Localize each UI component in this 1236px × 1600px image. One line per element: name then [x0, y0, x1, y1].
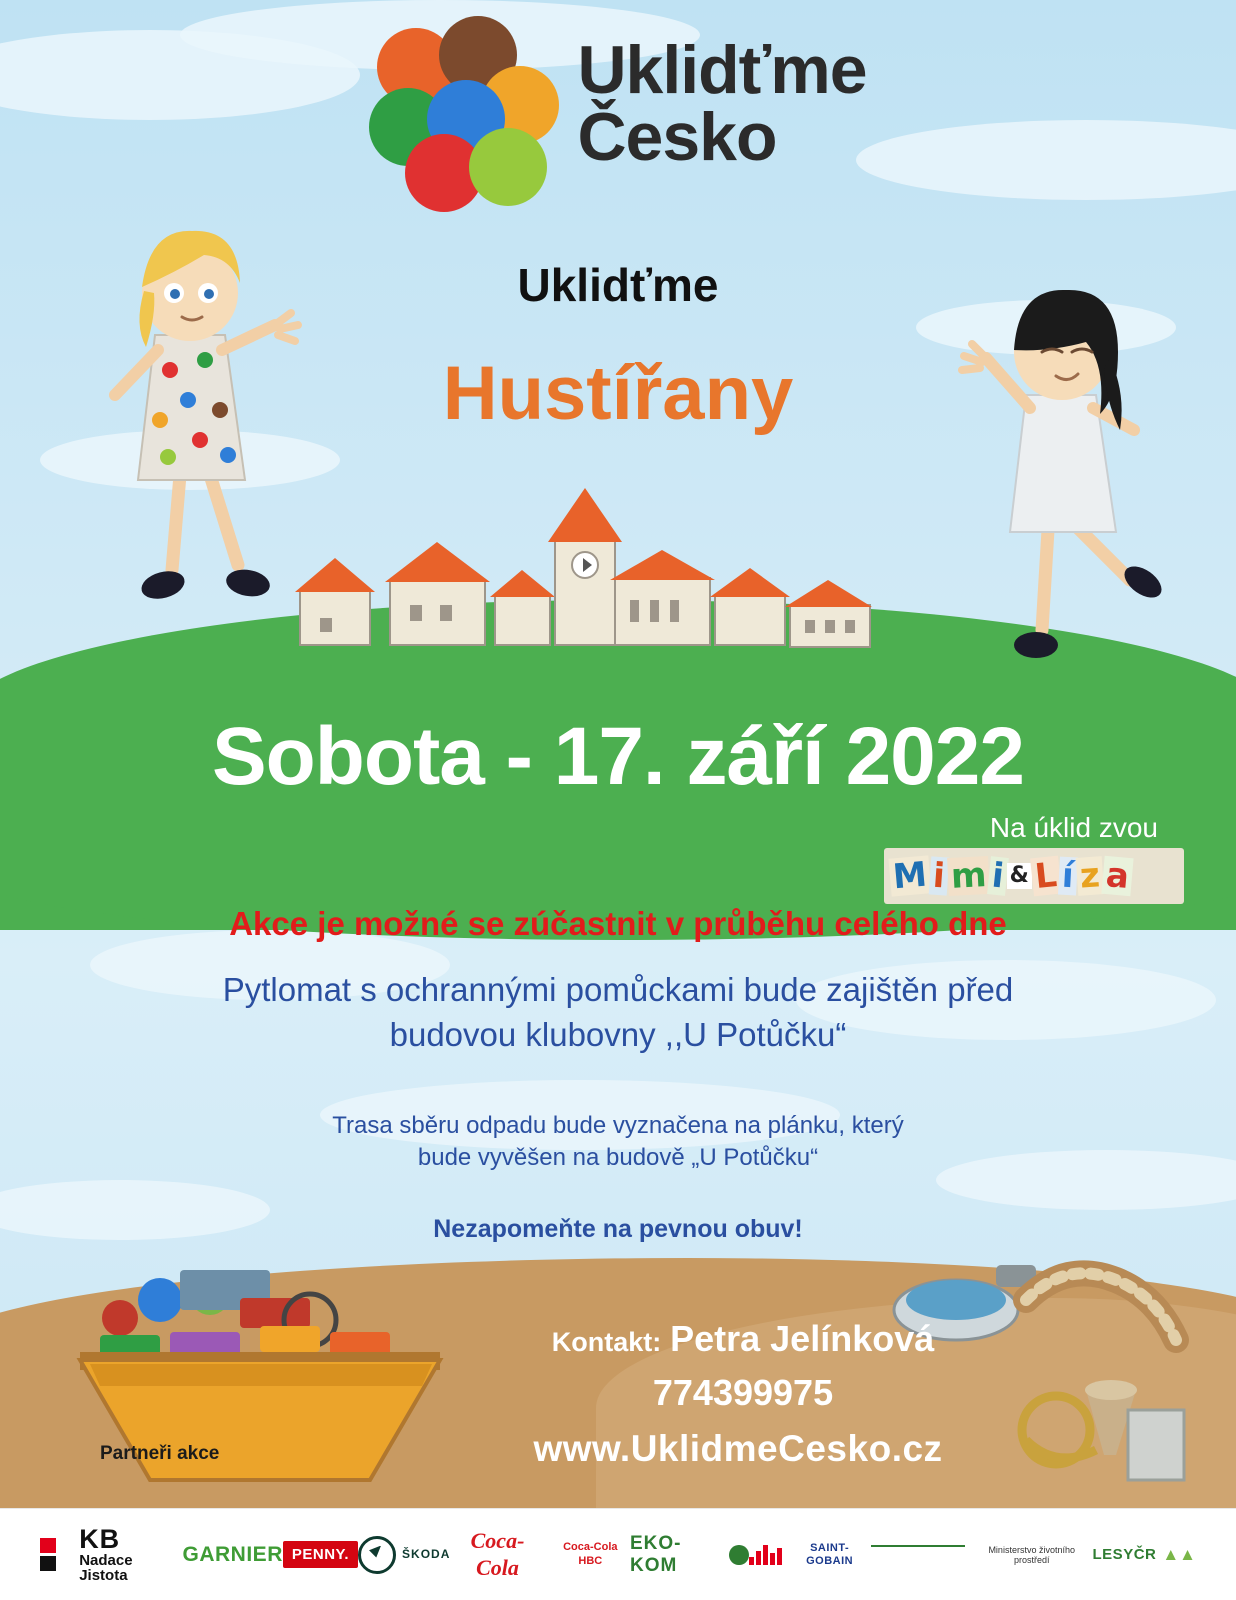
- sponsor-cocacola-sub: Coca-Cola HBC: [563, 1541, 618, 1567]
- mimi-liza-letter: L: [1030, 856, 1061, 897]
- pytlomat-note: [110, 968, 1126, 1057]
- logo-line-2: Česko: [577, 99, 777, 175]
- mimi-liza-logo: [884, 848, 1184, 904]
- uklidme-cesko-logo: [0, 14, 1236, 194]
- footwear-note: Nezapomeňte na pevnou obuv!: [433, 1215, 803, 1243]
- route-line-2: bude vyvěšen na budově „U Potůčku“: [417, 1144, 819, 1172]
- contact-row: [340, 1318, 1146, 1360]
- sponsor-cocacola: [450, 1528, 630, 1581]
- contact-label: Kontakt:: [551, 1327, 662, 1357]
- pytlomat-line-1: Pytlomat s ochrannými pomůckami bude zajištěn před: [222, 971, 1014, 1008]
- partners-label: Partneři akce: [100, 1443, 220, 1464]
- mimi-liza-letter: a: [1101, 856, 1133, 896]
- mimi-liza-letter: í: [1058, 857, 1078, 896]
- website-link[interactable]: www.UklidmeCesko.cz: [533, 1428, 943, 1469]
- town-name: Hustířany: [442, 351, 794, 436]
- mimi-liza-letter: i: [987, 856, 1009, 896]
- girl-right-illustration: [938, 280, 1188, 700]
- tree-icon: ▲▲: [1162, 1544, 1197, 1564]
- sponsor-skoda: [358, 1536, 450, 1574]
- mimi-liza-letter: i: [929, 856, 949, 895]
- mimi-liza-letter: M: [888, 855, 931, 896]
- sponsor-saint-gobain-name: SAINT-GOBAIN: [806, 1542, 854, 1567]
- sponsor-ministry: [871, 1545, 1092, 1565]
- all-day-note: Akce je možné se zúčastnit v průběhu celého dne: [229, 905, 1007, 942]
- title-prefix: Uklidťme: [517, 259, 719, 311]
- skoda-logo-icon: [358, 1536, 396, 1574]
- sponsor-penny: [283, 1541, 358, 1568]
- route-note: [140, 1110, 1096, 1175]
- sponsor-cocacola-name: Coca-Cola: [470, 1528, 525, 1580]
- pytlomat-line-2: budovou klubovny ,,U Potůčku“: [389, 1015, 847, 1053]
- town-illustration: [290, 470, 890, 670]
- ekokom-dot-icon: [729, 1545, 749, 1565]
- logo-faces-icon: [369, 14, 559, 194]
- sponsor-ekokom: [630, 1533, 749, 1577]
- sponsor-saint-gobain: [749, 1542, 871, 1566]
- sponsor-penny-name: PENNY.: [283, 1541, 358, 1568]
- mimi-liza-letter: m: [947, 856, 990, 896]
- ministry-icon: [871, 1545, 965, 1561]
- sponsor-lesy-name: LESYČR: [1092, 1545, 1157, 1563]
- sponsor-lesy-cr: [1093, 1546, 1197, 1564]
- contact-phone[interactable]: 774399975: [652, 1372, 834, 1413]
- sponsor-kb-sub: Nadace Jistota: [79, 1552, 133, 1584]
- sponsor-bar: [0, 1508, 1236, 1600]
- sponsor-skoda-name: ŠKODA: [402, 1547, 451, 1562]
- saint-gobain-icon: [749, 1545, 782, 1565]
- invite-label: Na úklid zvou: [989, 812, 1158, 843]
- logo-line-1: Uklidťme: [577, 32, 867, 109]
- sponsor-kb-name: KB: [79, 1524, 121, 1554]
- sponsor-kb: [40, 1526, 183, 1583]
- mimi-liza-letter: z: [1076, 856, 1104, 896]
- sponsor-ministry-name: Ministerstvo životního prostředí: [988, 1544, 1075, 1565]
- kb-logo-icon: [40, 1538, 73, 1572]
- contact-name: Petra Jelínková: [670, 1318, 935, 1359]
- logo-text: [577, 32, 867, 175]
- mimi-liza-letter: &: [1007, 863, 1032, 889]
- route-line-1: Trasa sběru odpadu bude vyznačena na plánku, který: [332, 1112, 904, 1139]
- sponsor-garnier: GARNIER: [182, 1542, 283, 1566]
- sponsor-ekokom-name: EKO-KOM: [630, 1532, 682, 1576]
- event-date: Sobota - 17. září 2022: [211, 711, 1024, 802]
